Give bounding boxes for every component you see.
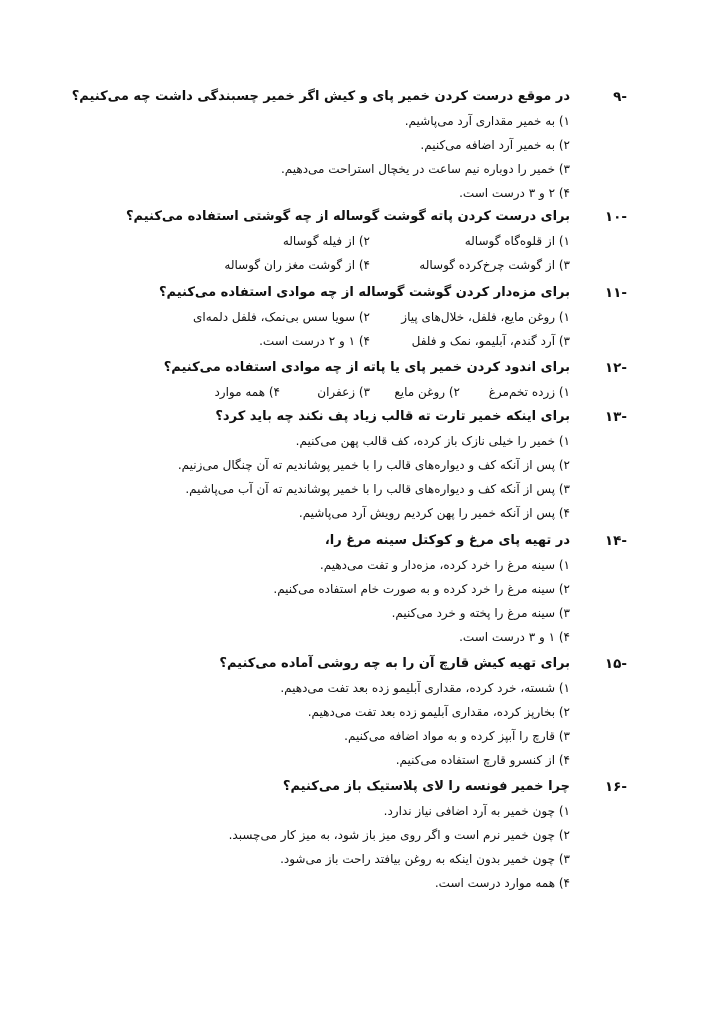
question-text: برای درست کردن پاته گوشت گوساله از چه گوشتی استفاده می‌کنیم؟ [125,209,570,224]
question-number: -۱۰ [604,209,627,225]
question-text: چرا خمیر فونسه را لای پلاستیک باز می‌کنیم؟ [282,779,570,794]
question-block [67,356,627,405]
answer-option[interactable]: ۴) ۲ و ۳ درست است. [459,186,570,200]
option-row [67,306,570,330]
answer-option[interactable]: ۱) شسته، خرد کرده، مقداری آبلیمو زده بعد تفت می‌دهیم. [280,681,570,695]
answer-option[interactable]: ۳) آرد گندم، آبلیمو، نمک و فلفل [411,334,570,348]
answer-option[interactable]: ۲) بخارپز کرده، مقداری آبلیمو زده بعد تفت می‌دهیم. [307,705,570,719]
answer-option[interactable]: ۴) از گوشت مغز ران گوساله [224,258,370,272]
question-number: -۱۳ [604,409,627,425]
answer-option[interactable]: ۱) به خمیر مقداری آرد می‌پاشیم. [404,114,570,128]
question-block [67,652,627,773]
answer-option[interactable]: ۴) ۱ و ۲ درست است. [259,334,370,348]
answer-option[interactable]: ۱) روغن مایع، فلفل، خلال‌های پیاز [401,310,570,324]
question-block [67,205,627,278]
question-block [67,85,627,206]
question-number: -۱۵ [604,656,627,672]
option-row [67,254,570,278]
question-text: در موقع درست کردن خمیر پای و کیش اگر خمیر چسبندگی داشت چه می‌کنیم؟ [71,89,570,104]
answer-option[interactable]: ۳) پس از آنکه کف و دیواره‌های قالب را با خمیر پوشاندیم ته آن آب می‌پاشیم. [185,482,570,496]
answer-option[interactable]: ۲) سینه مرغ را خرد کرده و به صورت خام استفاده می‌کنیم. [273,582,570,596]
answer-option[interactable]: ۳) قارچ را آبپز کرده و به مواد اضافه می‌کنیم. [344,729,570,743]
answer-option[interactable]: ۴) ۱ و ۳ درست است. [459,630,570,644]
answer-option[interactable]: ۲) چون خمیر نرم است و اگر روی میز باز شود، به میز کار می‌چسبد. [228,828,570,842]
answer-option[interactable]: ۲) روغن مایع [394,385,460,399]
answer-option[interactable]: ۱) چون خمیر به آرد اضافی نیاز ندارد. [383,804,570,818]
question-block [67,775,627,896]
question-block [67,529,627,650]
option-row [67,381,570,405]
question-text: برای اینکه خمیر تارت ته قالب زیاد پف نکند چه باید کرد؟ [215,409,570,424]
answer-option[interactable]: ۴) پس از آنکه خمیر را پهن کردیم رویش آرد می‌پاشیم. [298,506,570,520]
question-text: برای تهیه کیش قارچ آن را به چه روشی آماده می‌کنیم؟ [219,656,570,671]
answer-option[interactable]: ۳) چون خمیر بدون اینکه به روغن بیافتد راحت باز می‌شود. [280,852,570,866]
question-number: -۱۱ [604,285,627,301]
question-number: -۱۲ [604,360,627,376]
answer-option[interactable]: ۲) سویا سس بی‌نمک، فلفل دلمه‌ای [192,310,370,324]
question-block [67,405,627,526]
answer-option[interactable]: ۳) سینه مرغ را پخته و خرد می‌کنیم. [391,606,570,620]
answer-option[interactable]: ۳) زعفران [317,385,370,399]
option-row [67,330,570,354]
answer-option[interactable]: ۴) از کنسرو قارچ استفاده می‌کنیم. [395,753,570,767]
answer-option[interactable]: ۴) همه موارد درست است. [434,876,570,890]
question-block [67,281,627,354]
answer-option[interactable]: ۲) به خمیر آرد اضافه می‌کنیم. [420,138,570,152]
question-text: برای مزه‌دار کردن گوشت گوساله از چه موادی استفاده می‌کنیم؟ [159,285,570,300]
option-row [67,230,570,254]
answer-option[interactable]: ۲) پس از آنکه کف و دیواره‌های قالب را با خمیر پوشاندیم ته آن چنگال می‌زنیم. [177,458,570,472]
question-text: در تهیه پای مرغ و کوکتل سینه مرغ را، [324,533,570,548]
answer-option[interactable]: ۱) خمیر را خیلی نازک باز کرده، کف قالب پهن می‌کنیم. [295,434,570,448]
question-number: -۱۴ [604,533,627,549]
question-text: برای اندود کردن خمیر پای یا پاته از چه موادی استفاده می‌کنیم؟ [163,360,570,375]
question-number: -۹ [613,89,627,105]
answer-option[interactable]: ۱) از قلوه‌گاه گوساله [464,234,570,248]
answer-option[interactable]: ۱) سینه مرغ را خرد کرده، مزه‌دار و تفت می‌دهیم. [319,558,570,572]
answer-option[interactable]: ۲) از فیله گوساله [282,234,370,248]
answer-option[interactable]: ۳) از گوشت چرخ‌کرده گوساله [419,258,570,272]
answer-option[interactable]: ۳) خمیر را دوباره نیم ساعت در یخچال استراحت می‌دهیم. [280,162,570,176]
question-number: -۱۶ [604,779,627,795]
answer-option[interactable]: ۱) زرده تخم‌مرغ [488,385,570,399]
answer-option[interactable]: ۴) همه موارد [214,385,280,399]
